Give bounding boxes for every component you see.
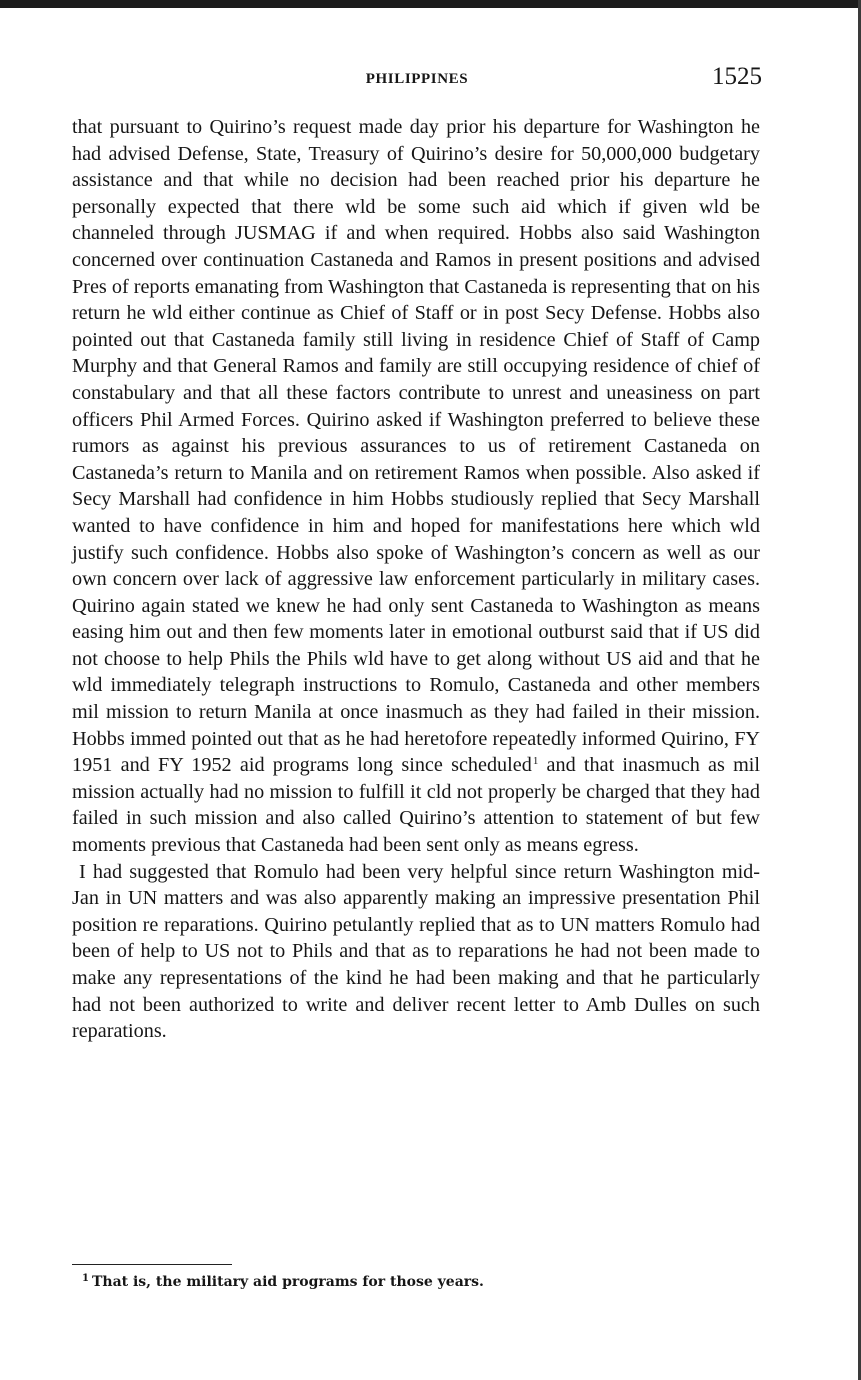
paragraph-2: I had suggested that Romulo had been very helpful since return Washington mid-Jan in UN matters and was also apparently making an impressive presentation Phil position re reparations. Quirino petulantly replied that as to UN matters Romulo had been of help to US not to Phils and that as to reparations he had not been made to make any representations of the kind he had been making and that he particularly had not been authorized to write and deliver recent letter to Amb Dulles on such reparations. <box>72 860 760 1043</box>
paragraph-1 <box>72 114 760 859</box>
running-head <box>72 63 762 97</box>
footnote-marker: 1 <box>82 1273 89 1284</box>
footnote-reference: 1 <box>532 755 539 768</box>
running-title: PHILIPPINES <box>365 71 469 87</box>
page-number: 1525 <box>712 63 762 90</box>
paragraph-1-text-b: and that inasmuch as mil mission actually had no mission to fulfill it cld not properly be charged that they had failed in such mission and also called Quirino’s attention to statement of but few moments previous that Castaneda had been sent only as means egress. <box>72 754 760 857</box>
footnote <box>82 1272 760 1292</box>
page-top-border <box>0 0 861 8</box>
body-text <box>72 114 760 1045</box>
paragraph-1-text-a: that pursuant to Quirino’s request made day prior his departure for Washington he had advised Defense, State, Treasury of Quirino’s desire for 50,000,000 budgetary assistance and that while no decision had been reached prior his departure he personally expected that there wld be some such aid which if given wld be channeled through JUSMAG if and when required. Hobbs also said Washington concerned over continuation Castaneda and Ramos in present positions and advised Pres of reports emanating from Washington that Castaneda is representing that on his return he wld either continue as Chief of Staff or in post Secy Defense. Hobbs also pointed out that Castaneda family still living in residence Chief of Staff of Camp Murphy and that General Ramos and family are still occupying residence of chief of constabulary and that all these factors contribute to unrest and uneasiness on part officers Phil Armed Forces. Quirino asked if Washington preferred to believe these rumors as against his previous assurances to us of retirement Castaneda on Castaneda’s return to Manila and on retirement Ramos when possible. Also asked if Secy Marshall had confidence in him Hobbs studiously replied that Secy Marshall wanted to have confidence in him and hoped for manifestations here which wld justify such confidence. Hobbs also spoke of Washington’s concern as well as our own concern over lack of aggressive law enforcement particularly in military cases. Quirino again stated we knew he had only sent Castaneda to Washington as means easing him out and then few moments later in emotional outburst said that if US did not choose to help Phils the Phils wld have to get along without US aid and that he wld immediately telegraph instructions to Romulo, Castaneda and other members mil mission to return Manila at once inasmuch as they had failed in their mission. Hobbs immed pointed out that as he had heretofore repeatedly informed Quirino, FY 1951 and FY 1952 aid programs long since scheduled <box>72 116 760 777</box>
footnote-rule <box>72 1264 232 1265</box>
footnote-text: That is, the military aid programs for those years. <box>91 1274 484 1290</box>
